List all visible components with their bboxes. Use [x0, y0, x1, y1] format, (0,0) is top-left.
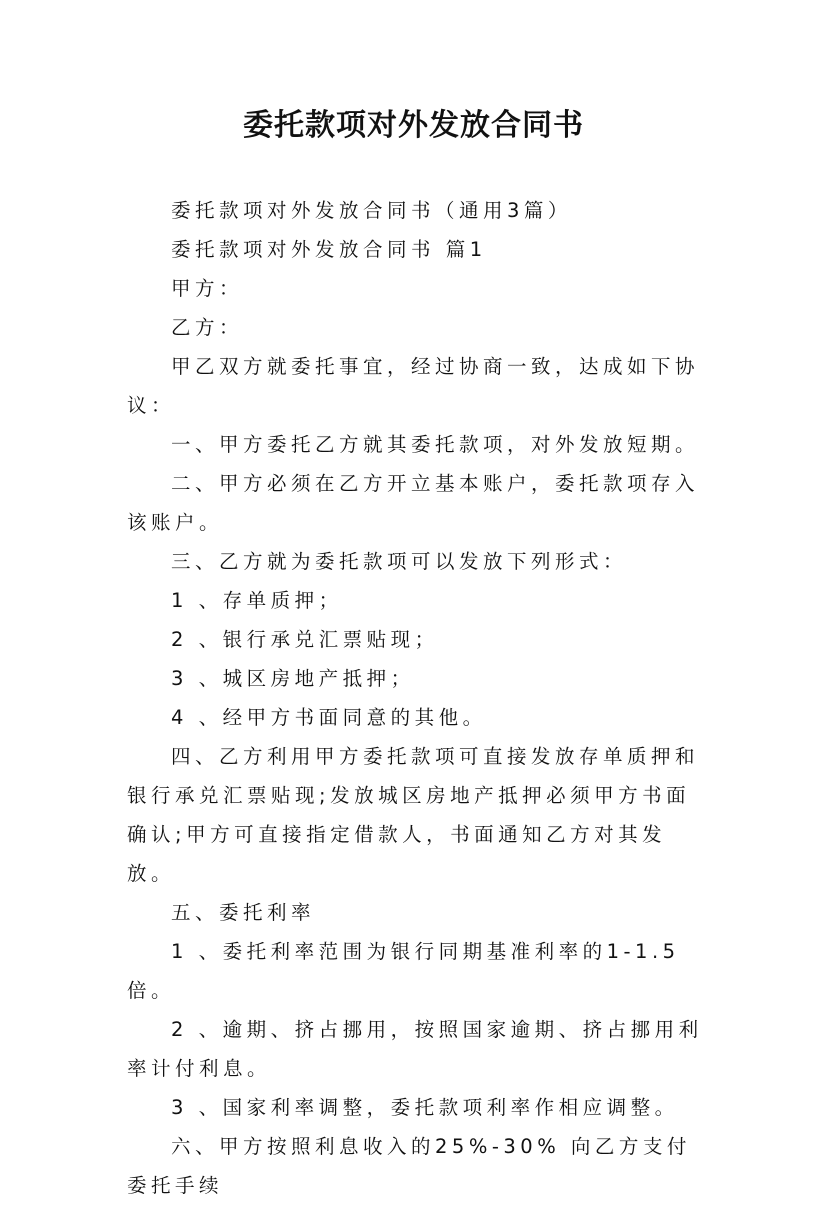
paragraph-clause-5-item-3: 3 、国家利率调整，委托款项利率作相应调整。 [171, 1096, 679, 1119]
document-title: 委托款项对外发放合同书 [243, 108, 584, 143]
paragraph-party-b: 乙方： [171, 316, 244, 339]
paragraph-agreement-intro: 甲乙双方就委托事宜，经过协商一致，达成如下协议： [127, 355, 700, 417]
paragraph-subtitle: 委托款项对外发放合同书（通用3篇） [171, 199, 572, 222]
paragraph-clause-4: 四、乙方利用甲方委托款项可直接发放存单质押和银行承兑汇票贴现;发放城区房地产抵押必须甲方书面确认;甲方可直接指定借款人，书面通知乙方对其发放。 [127, 745, 700, 885]
paragraph-clause-2: 二、甲方必须在乙方开立基本账户，委托款项存入该账户。 [127, 472, 700, 534]
paragraph-clause-3: 三、乙方就为委托款项可以发放下列形式： [171, 550, 628, 573]
paragraph-clause-1: 一、甲方委托乙方就其委托款项，对外发放短期。 [171, 433, 700, 456]
paragraph-clause-5-item-2: 2 、逾期、挤占挪用，按照国家逾期、挤占挪用利率计付利息。 [127, 1018, 703, 1080]
paragraph-party-a: 甲方： [171, 277, 244, 300]
paragraph-clause-3-item-4: 4 、经甲方书面同意的其他。 [171, 706, 487, 729]
paragraph-clause-5-heading: 五、委托利率 [171, 901, 316, 924]
paragraph-clause-3-item-1: 1 、存单质押； [171, 589, 343, 612]
document-body [127, 191, 705, 1205]
paragraph-clause-3-item-3: 3 、城区房地产抵押； [171, 667, 415, 690]
paragraph-chapter-heading: 委托款项对外发放合同书 篇1 [171, 238, 487, 261]
paragraph-clause-6: 六、甲方按照利息收入的25%-30% 向乙方支付委托手续 [127, 1135, 691, 1197]
paragraph-clause-5-item-1: 1 、委托利率范围为银行同期基准利率的1-1.5 倍。 [127, 940, 680, 1002]
paragraph-clause-3-item-2: 2 、银行承兑汇票贴现； [171, 628, 439, 651]
